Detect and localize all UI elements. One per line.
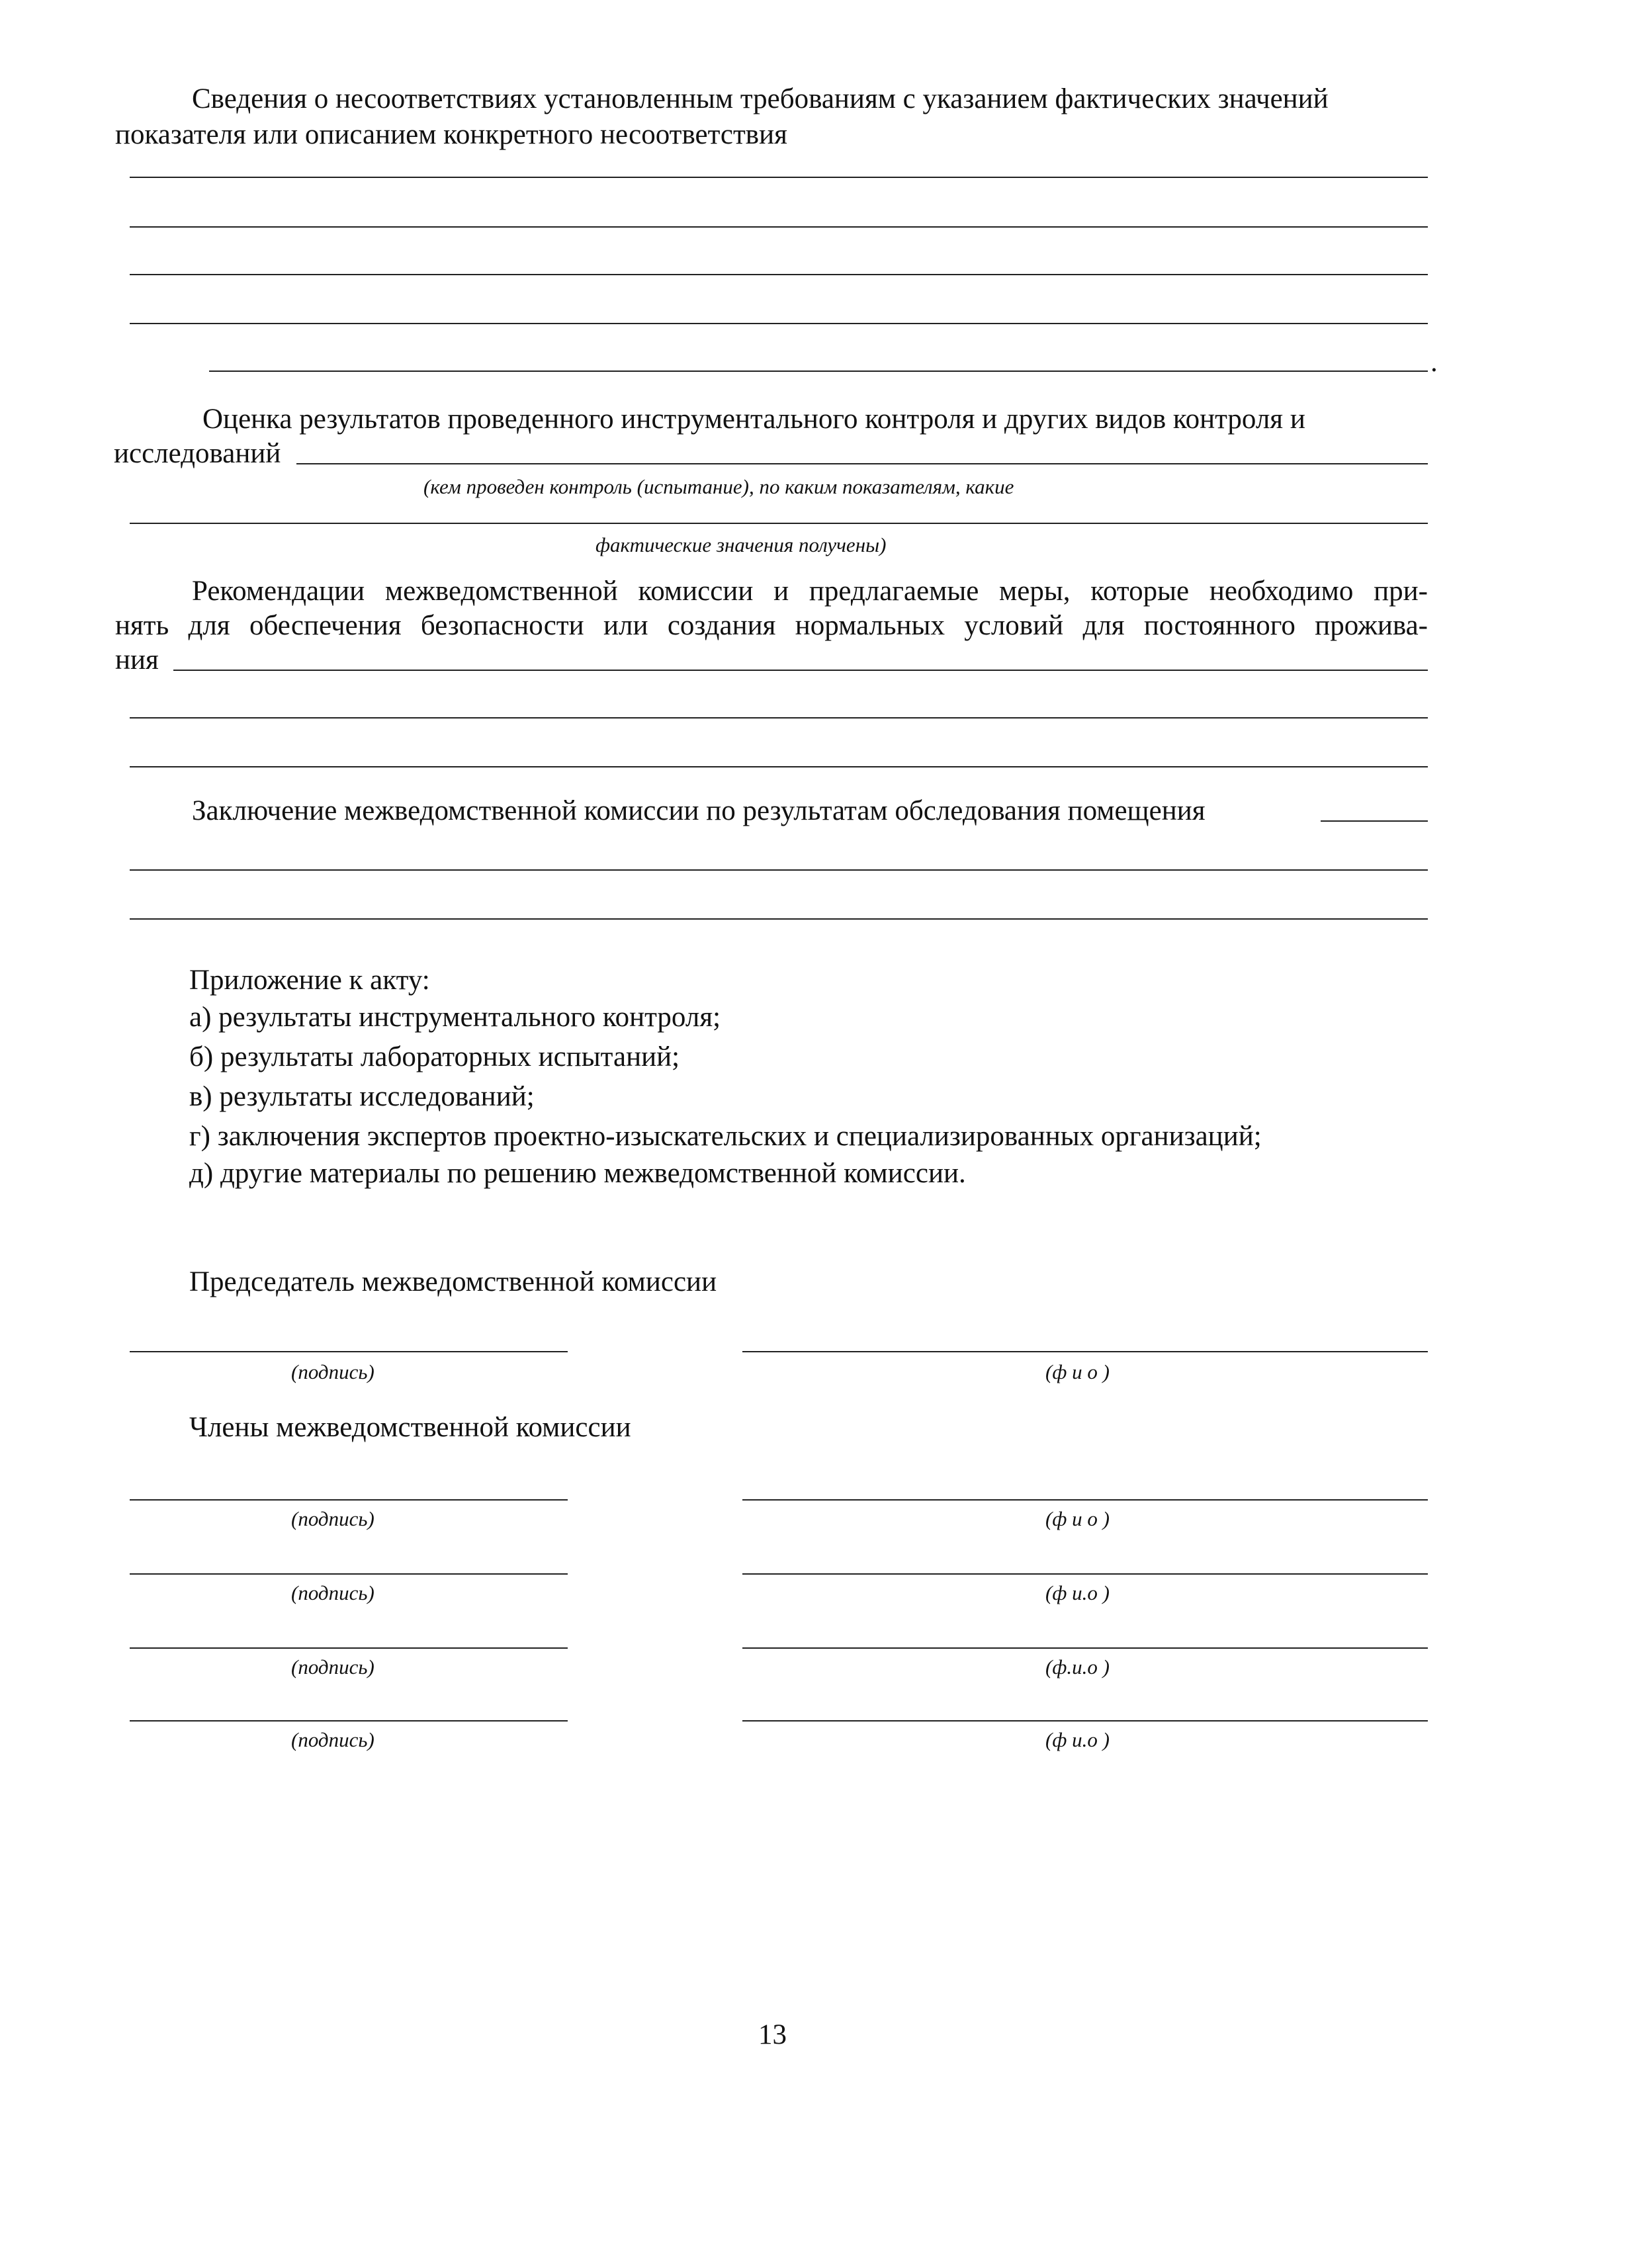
nonconformity-fill-line-4[interactable]: [130, 323, 1428, 324]
member-2-name-caption: (ф и.о ): [1045, 1581, 1110, 1604]
member-3-name-caption: (ф.и.о ): [1045, 1655, 1110, 1679]
assessment-fill-line-1[interactable]: [296, 463, 1428, 464]
recommendations-heading-line2: нять для обеспечения безопасности или создания нормальных условий для постоянного прожива-: [115, 610, 1428, 641]
appendix-item-c: в) результаты исследований;: [189, 1081, 535, 1112]
nonconformity-heading-line2: показателя или описанием конкретного несоответствия: [115, 119, 787, 150]
member-4-signature-line[interactable]: [130, 1720, 568, 1722]
conclusion-fill-line-3[interactable]: [130, 918, 1428, 920]
member-1-name-line[interactable]: [742, 1499, 1428, 1501]
assessment-heading-line1: Оценка результатов проведенного инструментального контроля и других видов контроля и: [202, 404, 1305, 435]
chair-title: Председатель межведомственной комиссии: [189, 1266, 717, 1297]
nonconformity-end-mark: .: [1430, 347, 1438, 378]
nonconformity-fill-line-2[interactable]: [130, 226, 1428, 228]
assessment-fill-line-2[interactable]: [130, 523, 1428, 524]
nonconformity-heading-line1: Сведения о несоответствиях установленным требованиям с указанием фактических значений: [192, 83, 1329, 114]
recommendations-heading-line1: Рекомендации межведомственной комиссии и предлагаемые меры, которые необходимо при-: [192, 576, 1428, 607]
chair-name-line[interactable]: [742, 1351, 1428, 1352]
member-2-name-line[interactable]: [742, 1573, 1428, 1575]
recommendations-fill-line-1[interactable]: [173, 670, 1428, 671]
recommendations-heading-line3: ния: [115, 644, 159, 676]
nonconformity-fill-line-1[interactable]: [130, 177, 1428, 178]
member-1-name-caption: (ф и о ): [1045, 1507, 1110, 1530]
members-title: Члены межведомственной комиссии: [189, 1412, 631, 1443]
page-number: 13: [758, 2019, 787, 2050]
assessment-heading-line2: исследований: [114, 438, 281, 469]
member-3-name-line[interactable]: [742, 1647, 1428, 1649]
chair-name-caption: (ф и о ): [1045, 1360, 1110, 1383]
member-1-signature-caption: (подпись): [291, 1507, 374, 1530]
conclusion-fill-line-2[interactable]: [130, 869, 1428, 871]
assessment-hint-1: (кем проведен контроль (испытание), по каким показателям, какие: [423, 475, 1014, 498]
conclusion-fill-line-1[interactable]: [1321, 820, 1428, 822]
member-3-signature-line[interactable]: [130, 1647, 568, 1649]
appendix-title: Приложение к акту:: [189, 965, 430, 996]
member-4-name-caption: (ф и.о ): [1045, 1728, 1110, 1751]
chair-signature-caption: (подпись): [291, 1360, 374, 1383]
appendix-item-b: б) результаты лабораторных испытаний;: [189, 1041, 680, 1072]
recommendations-fill-line-2[interactable]: [130, 717, 1428, 719]
nonconformity-fill-line-3[interactable]: [130, 274, 1428, 275]
appendix-item-a: а) результаты инструментального контроля;: [189, 1002, 721, 1033]
member-4-name-line[interactable]: [742, 1720, 1428, 1722]
assessment-hint-2: фактические значения получены): [595, 533, 887, 556]
member-3-signature-caption: (подпись): [291, 1655, 374, 1679]
appendix-item-d: г) заключения экспертов проектно-изыскательских и специализированных организаций;: [189, 1121, 1262, 1152]
member-1-signature-line[interactable]: [130, 1499, 568, 1501]
chair-signature-line[interactable]: [130, 1351, 568, 1352]
member-4-signature-caption: (подпись): [291, 1728, 374, 1751]
nonconformity-fill-line-5[interactable]: [209, 371, 1428, 372]
member-2-signature-caption: (подпись): [291, 1581, 374, 1604]
recommendations-fill-line-3[interactable]: [130, 766, 1428, 767]
appendix-item-e: д) другие материалы по решению межведомственной комиссии.: [189, 1158, 966, 1189]
conclusion-heading: Заключение межведомственной комиссии по результатам обследования помещения: [192, 795, 1206, 826]
member-2-signature-line[interactable]: [130, 1573, 568, 1575]
